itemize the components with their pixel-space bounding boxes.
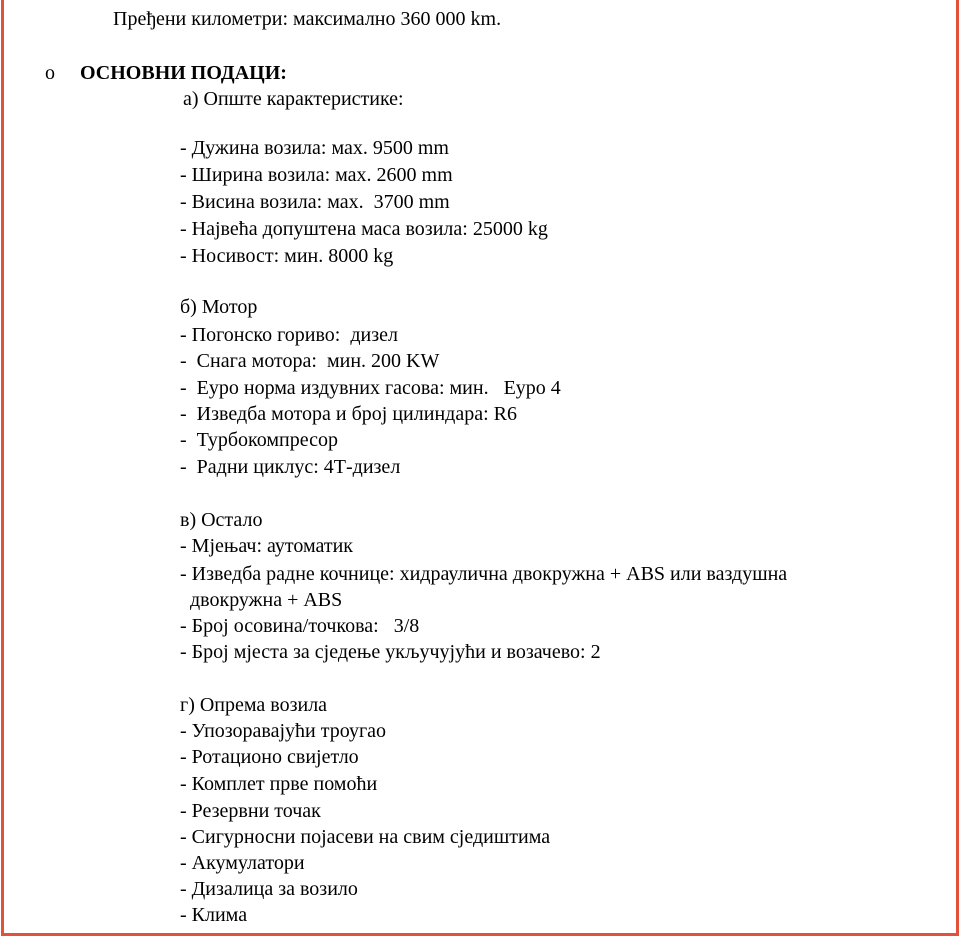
equipment-item-first-aid: - Комплет прве помоћи [180, 773, 378, 795]
other-item-axles: - Број осовина/точкова: 3/8 [180, 615, 420, 637]
mileage-line: Пређени километри: максимално 360 000 km. [113, 8, 502, 30]
equipment-item-jack: - Дизалица за возило [180, 878, 358, 900]
general-item-length: - Дужина возила: мах. 9500 mm [180, 137, 449, 159]
equipment-item-triangle: - Упозоравајући троугао [180, 720, 387, 742]
engine-item-euro-norm: - Еуро норма издувних гасова: мин. Еуро 4 [180, 377, 561, 399]
other-item-gearbox: - Мјењач: аутоматик [180, 535, 354, 557]
engine-title: б) Мотор [180, 296, 258, 318]
engine-item-cycle: - Радни циклус: 4Т-дизел [180, 456, 401, 478]
general-item-width: - Ширина возила: мах. 2600 mm [180, 164, 453, 186]
equipment-item-spare-wheel: - Резервни точак [180, 800, 321, 822]
general-item-height: - Висина возила: мах. 3700 mm [180, 191, 450, 213]
engine-item-turbo: - Турбокомпресор [180, 429, 338, 451]
general-item-payload: - Носивост: мин. 8000 kg [180, 245, 394, 267]
engine-item-fuel: - Погонско гориво: дизел [180, 324, 398, 346]
equipment-item-air-conditioning: - Клима [180, 904, 248, 926]
general-title: а) Опште карактеристике: [183, 88, 404, 110]
other-item-brakes: - Изведба радне кочнице: хидраулична двокружна + ABS или ваздушна [180, 563, 788, 585]
other-title: в) Остало [180, 509, 263, 531]
equipment-item-batteries: - Акумулатори [180, 852, 305, 874]
general-item-max-mass: - Највећа допуштена маса возила: 25000 kg [180, 218, 548, 240]
other-item-brakes-continued: двокружна + ABS [180, 589, 343, 611]
equipment-item-beacon: - Ротационо свијетло [180, 746, 359, 768]
section-bullet: o [45, 62, 55, 84]
document-frame [1, 0, 959, 936]
engine-item-power: - Снага мотора: мин. 200 KW [180, 350, 440, 372]
section-heading: ОСНОВНИ ПОДАЦИ: [80, 62, 287, 84]
other-item-seats: - Број мјеста за сједење укључујући и возачево: 2 [180, 641, 601, 663]
equipment-item-seatbelts: - Сигурносни појасеви на свим сједиштима [180, 826, 551, 848]
engine-item-cylinders: - Изведба мотора и број цилиндара: R6 [180, 403, 517, 425]
equipment-title: г) Опрема возила [180, 694, 328, 716]
